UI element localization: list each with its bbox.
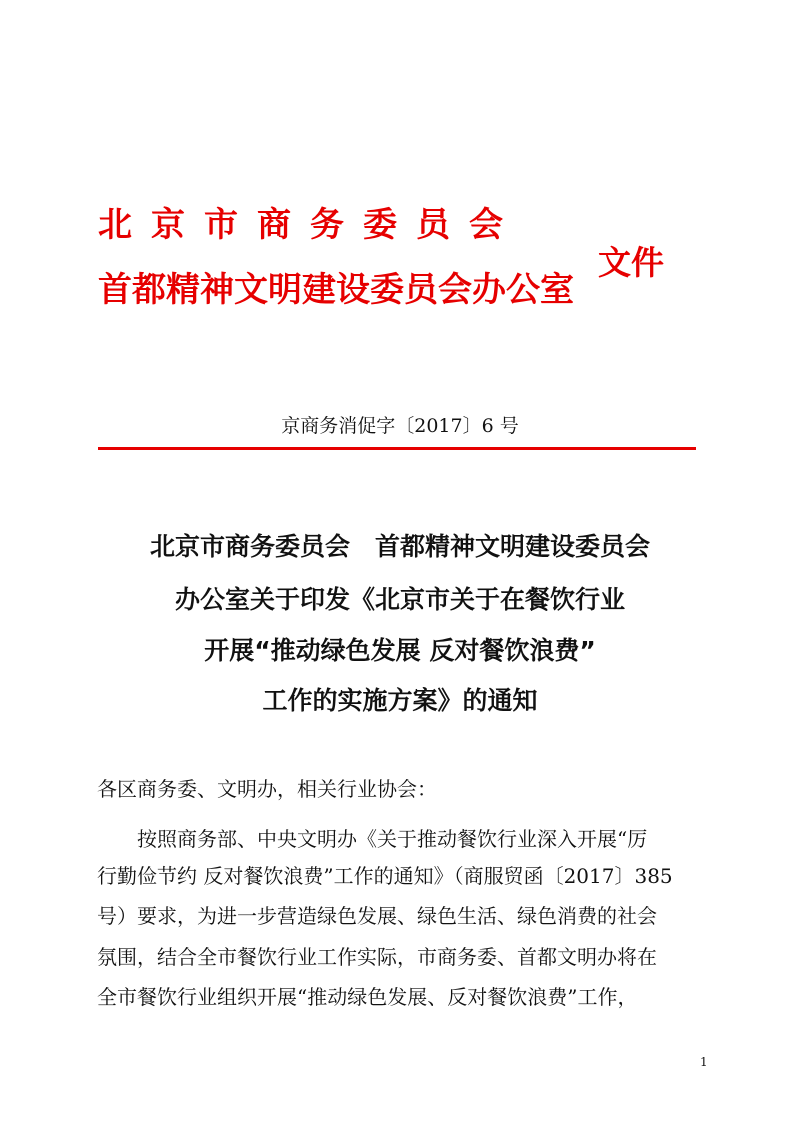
document-type-label: 文件 <box>598 243 664 282</box>
title-text: 工作的实施方案》的通知 <box>262 686 538 715</box>
salutation: 各区商务委、文明办，相关行业协会： <box>97 777 437 801</box>
body-text-line: 全市餐饮行业组织开展“推动绿色发展、反对餐饮浪费”工作， <box>97 985 638 1009</box>
body-text-line: 号）要求，为进一步营造绿色发展、绿色生活、绿色消费的社会 <box>97 904 657 928</box>
title-line-2 <box>0 583 800 617</box>
issuer-name-2: 首都精神文明建设委员会办公室 <box>98 270 574 310</box>
document-number: 京商务消促字〔2017〕6 号 <box>281 415 519 437</box>
title-text: 办公室关于印发《北京市关于在餐饮行业 <box>174 585 625 614</box>
body-text-line: 行勤俭节约 反对餐饮浪费”工作的通知》（商服贸函〔2017〕385 <box>97 864 673 888</box>
body-text-line: 氛围，结合全市餐饮行业工作实际，市商务委、首都文明办将在 <box>97 945 657 969</box>
issuer-name-1: 北京市商务委员会 <box>98 205 522 245</box>
title-line-3 <box>0 634 800 668</box>
title-line-4 <box>0 684 800 718</box>
page-number: 1 <box>700 1055 708 1069</box>
title-line-1 <box>0 530 800 564</box>
title-text: 开展“推动绿色发展 反对餐饮浪费” <box>204 636 596 665</box>
title-text: 北京市商务委员会 首都精神文明建设委员会 <box>149 532 650 561</box>
red-divider-line <box>98 447 696 450</box>
body-text-line: 按照商务部、中央文明办《关于推动餐饮行业深入开展“厉 <box>137 827 648 851</box>
